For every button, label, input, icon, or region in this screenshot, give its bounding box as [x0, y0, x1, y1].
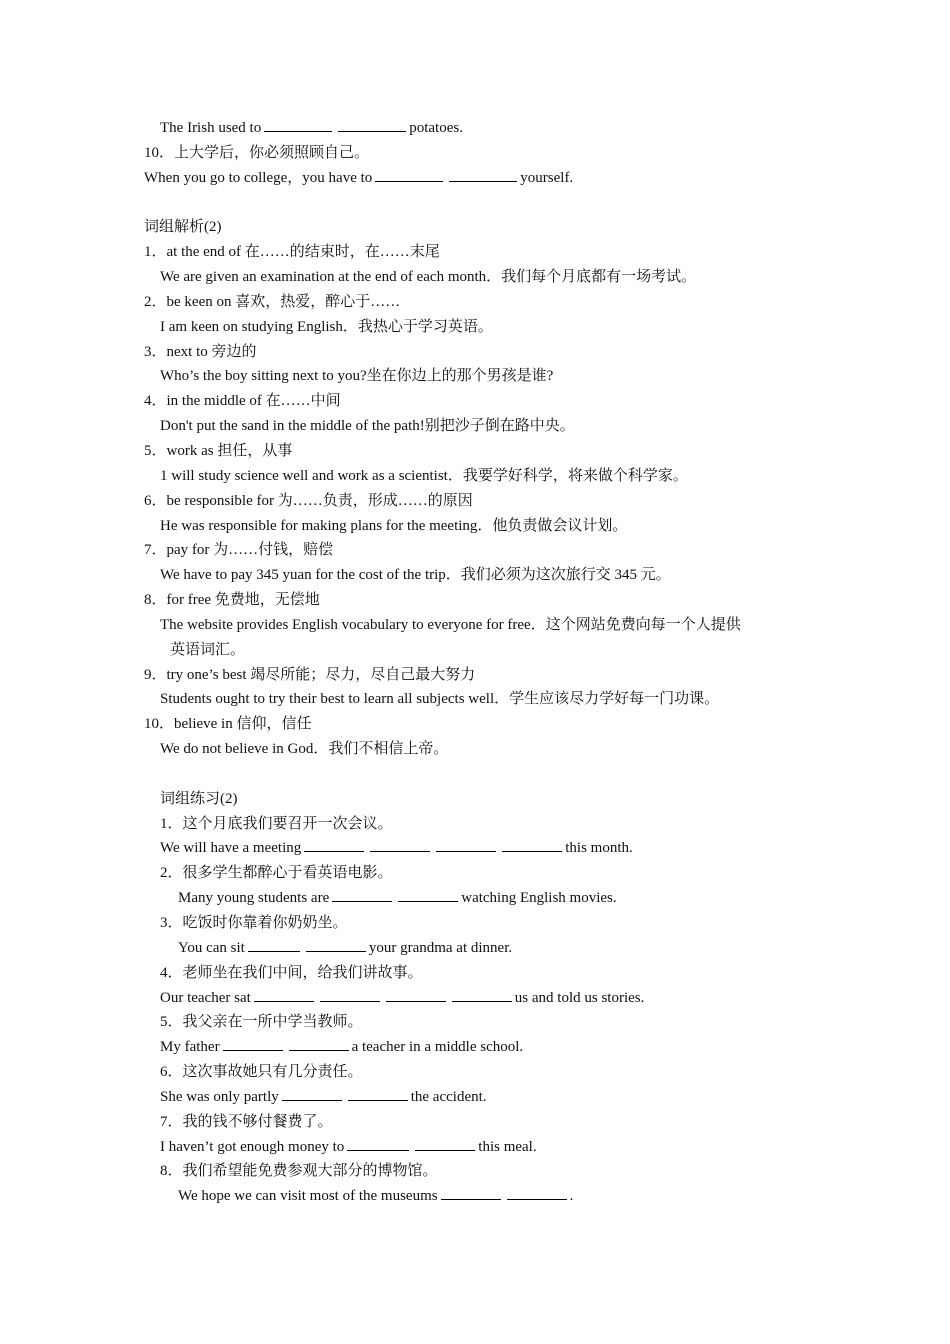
blank: [398, 887, 458, 902]
blank: [449, 167, 517, 182]
phrase-head: 5．work as 担任，从事: [144, 442, 293, 459]
text: a teacher in a middle school.: [351, 1039, 524, 1056]
phrase-head: 1．at the end of 在……的结束时，在……末尾: [144, 244, 440, 261]
section-title: 词组解析(2): [144, 219, 222, 236]
practice-line: [144, 1085, 824, 1110]
phrase-head: 9．try one’s best 竭尽所能；尽力，尽自己最大努力: [144, 666, 476, 683]
phrase-example: 1 will study science well and work as a scientist．我要学好科学，将来做个科学家。: [160, 467, 688, 484]
text: .: [569, 1188, 574, 1205]
practice-prompt: 6．这次事故她只有几分责任。: [160, 1064, 363, 1081]
blank: [347, 1136, 409, 1151]
phrase-example: He was responsible for making plans for the meeting．他负责做会议计划。: [160, 517, 628, 534]
section-title: 词组练习(2): [160, 790, 238, 807]
text: We hope we can visit most of the museums: [178, 1188, 438, 1205]
text: Many young students are: [178, 890, 330, 907]
practice-line: [144, 836, 824, 861]
text: watching English movies.: [461, 890, 617, 907]
text: When you go to college，you have to: [144, 169, 373, 186]
text: this month.: [565, 840, 633, 857]
spacer: [144, 762, 824, 787]
practice-line: [144, 936, 824, 961]
blank: [289, 1036, 349, 1051]
blank: [338, 117, 406, 132]
spacer: [144, 191, 824, 216]
blank: [436, 837, 496, 852]
practice-line: [144, 986, 824, 1011]
phrase-example-continued: 英语词汇。: [170, 641, 246, 658]
phrase-head: 2．be keen on 喜欢，热爱，醉心于……: [144, 293, 401, 310]
blank: [370, 837, 430, 852]
text: We will have a meeting: [160, 840, 302, 857]
text: The Irish used to: [160, 120, 262, 136]
phrase-example: Who’s the boy sitting next to you?坐在你边上的那个男孩是谁?: [160, 368, 554, 385]
phrase-head: 10．believe in 信仰，信任: [144, 716, 312, 733]
blank: [386, 987, 446, 1002]
blank: [415, 1136, 475, 1151]
blank: [304, 837, 364, 852]
text: My father: [160, 1039, 220, 1056]
exercise-line: [144, 116, 824, 141]
blank: [348, 1086, 408, 1101]
blank: [441, 1185, 501, 1200]
phrase-head: 7．pay for 为……付钱，赔偿: [144, 542, 334, 559]
text: us and told us stories.: [514, 989, 645, 1006]
practice-line: [144, 1035, 824, 1060]
phrase-example: I am keen on studying English．我热心于学习英语。: [160, 318, 493, 335]
text: You can sit: [178, 939, 245, 956]
practice-prompt: 7．我的钱不够付餐费了。: [160, 1113, 333, 1130]
document-content: [144, 116, 824, 1209]
practice-prompt: 4．老师坐在我们中间，给我们讲故事。: [160, 964, 423, 981]
blank: [452, 987, 512, 1002]
phrase-example: We are given an examination at the end of each month．我们每个月底都有一场考试。: [160, 269, 697, 286]
blank: [502, 837, 562, 852]
blank: [264, 117, 332, 132]
blank: [254, 987, 314, 1002]
exercise-prompt: 10．上大学后，你必须照顾自己。: [144, 144, 370, 161]
practice-prompt: 3．吃饭时你靠着你奶奶坐。: [160, 915, 348, 931]
blank: [507, 1185, 567, 1200]
text: yourself.: [520, 169, 574, 186]
phrase-example: We do not believe in God．我们不相信上帝。: [160, 741, 449, 758]
text: She was only partly: [160, 1088, 279, 1105]
text: the accident.: [410, 1088, 487, 1105]
blank: [223, 1036, 283, 1051]
blank: [248, 937, 300, 952]
phrase-example: The website provides English vocabulary to everyone for free．这个网站免费向每一个人提供: [160, 616, 741, 633]
practice-line: [144, 1135, 824, 1160]
text: Our teacher sat: [160, 989, 251, 1006]
text: this meal.: [478, 1138, 537, 1155]
phrase-head: 8．for free 免费地，无偿地: [144, 592, 320, 609]
blank: [320, 987, 380, 1002]
text: I haven’t got enough money to: [160, 1138, 345, 1155]
phrase-head: 4．in the middle of 在……中间: [144, 393, 341, 410]
exercise-line: [144, 166, 824, 191]
text: potatoes.: [409, 120, 463, 136]
phrase-example: Students ought to try their best to learn all subjects well．学生应该尽力学好每一门功课。: [160, 691, 720, 708]
blank: [375, 167, 443, 182]
blank: [282, 1086, 342, 1101]
text: your grandma at dinner.: [368, 939, 513, 956]
phrase-head: 6．be responsible for 为……负责，形成……的原因: [144, 492, 473, 509]
practice-prompt: 8．我们希望能免费参观大部分的博物馆。: [160, 1163, 438, 1180]
blank: [332, 887, 392, 902]
practice-line: [144, 1184, 824, 1209]
blank: [306, 937, 366, 952]
phrase-example: Don't put the sand in the middle of the path!别把沙子倒在路中央。: [160, 418, 575, 435]
practice-prompt: 5．我父亲在一所中学当教师。: [160, 1014, 363, 1031]
practice-prompt: 1．这个月底我们要召开一次会议。: [160, 815, 393, 832]
practice-line: [144, 886, 824, 911]
practice-prompt: 2．很多学生都醉心于看英语电影。: [160, 865, 393, 882]
phrase-head: 3．next to 旁边的: [144, 343, 257, 360]
phrase-example: We have to pay 345 yuan for the cost of the trip．我们必须为这次旅行交 345 元。: [160, 567, 671, 584]
